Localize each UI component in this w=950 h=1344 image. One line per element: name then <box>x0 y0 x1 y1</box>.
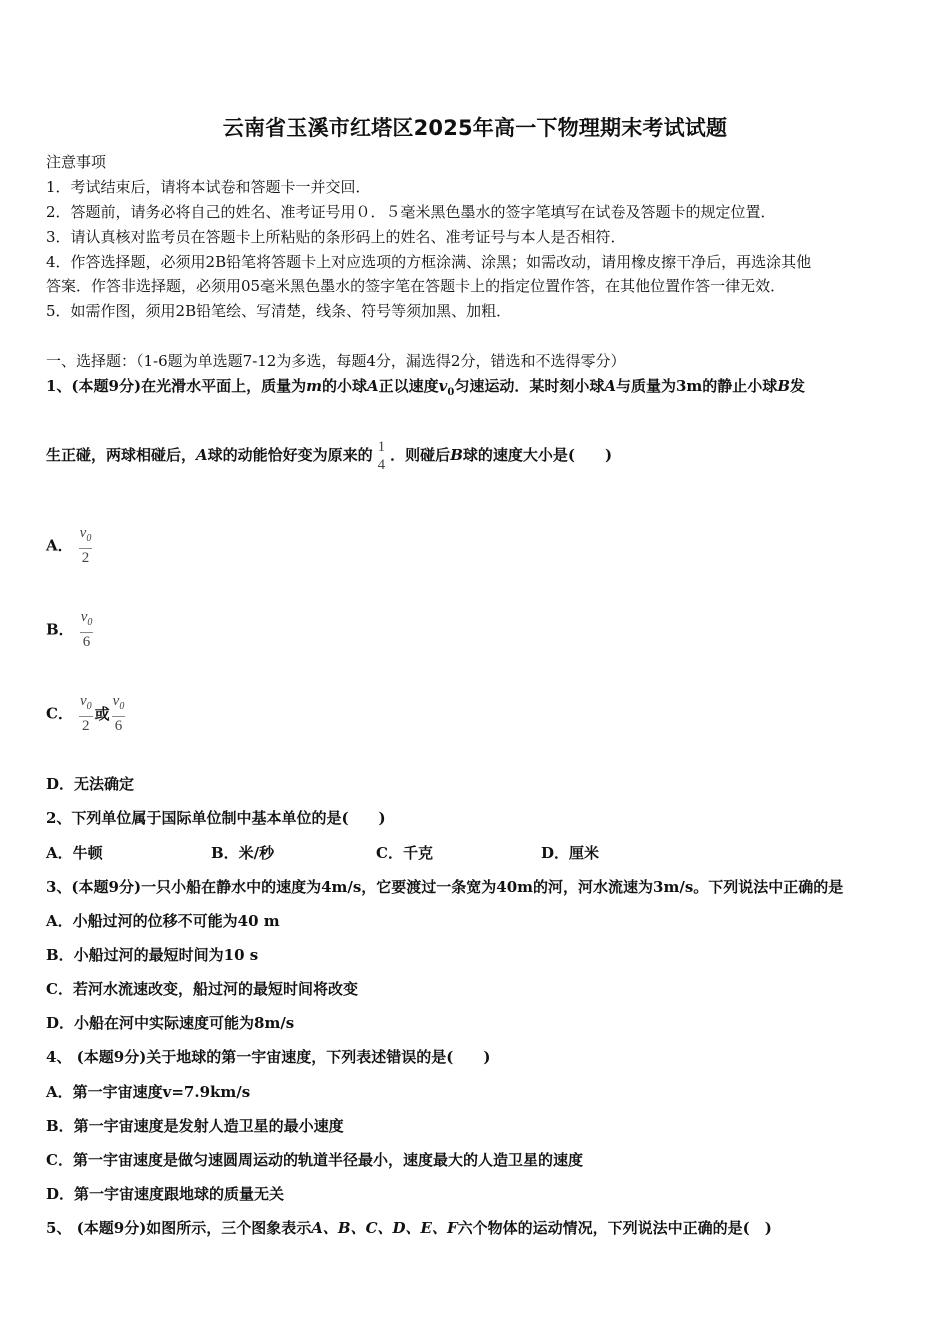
q4-option-d: D．第一宇宙速度跟地球的质量无关 <box>46 1185 285 1203</box>
notice-item: 2．答题前，请务必将自己的姓名、准考证号用０．５毫米黑色墨水的签字笔填写在试卷及答题卡的规定位置． <box>46 203 776 221</box>
notice-heading: 注意事项 <box>46 153 107 171</box>
q1-option-a: A． $\frac{v_0}{2}$ <box>46 525 92 566</box>
q3-option-b: B．小船过河的最短时间为10 s <box>46 946 259 964</box>
q2-option-a: A．牛顿 <box>46 844 103 862</box>
q1-stem-line2: 生正碰，两球相碰后，A球的动能恰好变为原来的 1 4 ．则碰后B球的速度大小是( ) <box>46 439 613 473</box>
q1-option-c: C． $\frac{v_0}{2}$ 或 $\frac{v_0}{6}$ <box>46 693 125 734</box>
q3-stem: 3、(本题9分)一只小船在静水中的速度为4m/s，它要渡过一条宽为40m的河，河水流速为3m/s。下列说法中正确的是 <box>46 878 844 896</box>
q3-option-c: C．若河水流速改变，船过河的最短时间将改变 <box>46 980 358 998</box>
q1-option-b: B． $\frac{v_0}{6}$ <box>46 609 93 650</box>
q5-stem: 5、 (本题9分)如图所示，三个图象表示A、B、C、D、E、F六个物体的运动情况，下列说法中正确的是( ) <box>46 1219 772 1237</box>
q4-option-c: C．第一宇宙速度是做匀速圆周运动的轨道半径最小，速度最大的人造卫星的速度 <box>46 1151 583 1169</box>
q2-option-d: D．厘米 <box>541 844 600 862</box>
page-title: 云南省玉溪市红塔区2025年高一下物理期末考试试题 <box>222 116 728 140</box>
section-heading: 一、选择题：（1-6题为单选题7-12为多选，每题4分，漏选得2分，错选和不选得零分） <box>46 352 626 370</box>
q2-stem: 2、下列单位属于国际单位制中基本单位的是( ) <box>46 809 386 827</box>
notice-item: 答案．作答非选择题，必须用05毫米黑色墨水的签字笔在答题卡上的指定位置作答，在其他位置作答一律无效． <box>46 277 786 295</box>
q4-option-a: A．第一宇宙速度v=7.9km/s <box>46 1083 251 1101</box>
notice-item: 3．请认真核对监考员在答题卡上所粘贴的条形码上的姓名、准考证号与本人是否相符． <box>46 228 626 246</box>
q1-option-d: D．无法确定 <box>46 775 135 793</box>
q1-stem-line1: 1、(本题9分)在光滑水平面上，质量为m的小球A正以速度$v_0$匀速运动．某时刻小球A与质量为3m的静止小球B发 <box>46 377 806 398</box>
fraction-one-quarter: 1 4 <box>377 439 386 473</box>
q4-option-b: B．第一宇宙速度是发射人造卫星的最小速度 <box>46 1117 344 1135</box>
notice-item: 4．作答选择题，必须用2B铅笔将答题卡上对应选项的方框涂满、涂黑；如需改动，请用橡皮擦干净后，再选涂其他 <box>46 253 812 271</box>
q3-option-a: A．小船过河的位移不可能为40 m <box>46 912 280 930</box>
notice-item: 1．考试结束后，请将本试卷和答题卡一并交回． <box>46 178 371 196</box>
q3-option-d: D．小船在河中实际速度可能为8m/s <box>46 1014 295 1032</box>
q2-option-b: B．米/秒 <box>211 844 275 862</box>
notice-item: 5．如需作图，须用2B铅笔绘、写清楚，线条、符号等须加黑、加粗． <box>46 302 512 320</box>
q2-option-c: C．千克 <box>376 844 433 862</box>
q4-stem: 4、 (本题9分)关于地球的第一宇宙速度，下列表述错误的是( ) <box>46 1048 491 1066</box>
